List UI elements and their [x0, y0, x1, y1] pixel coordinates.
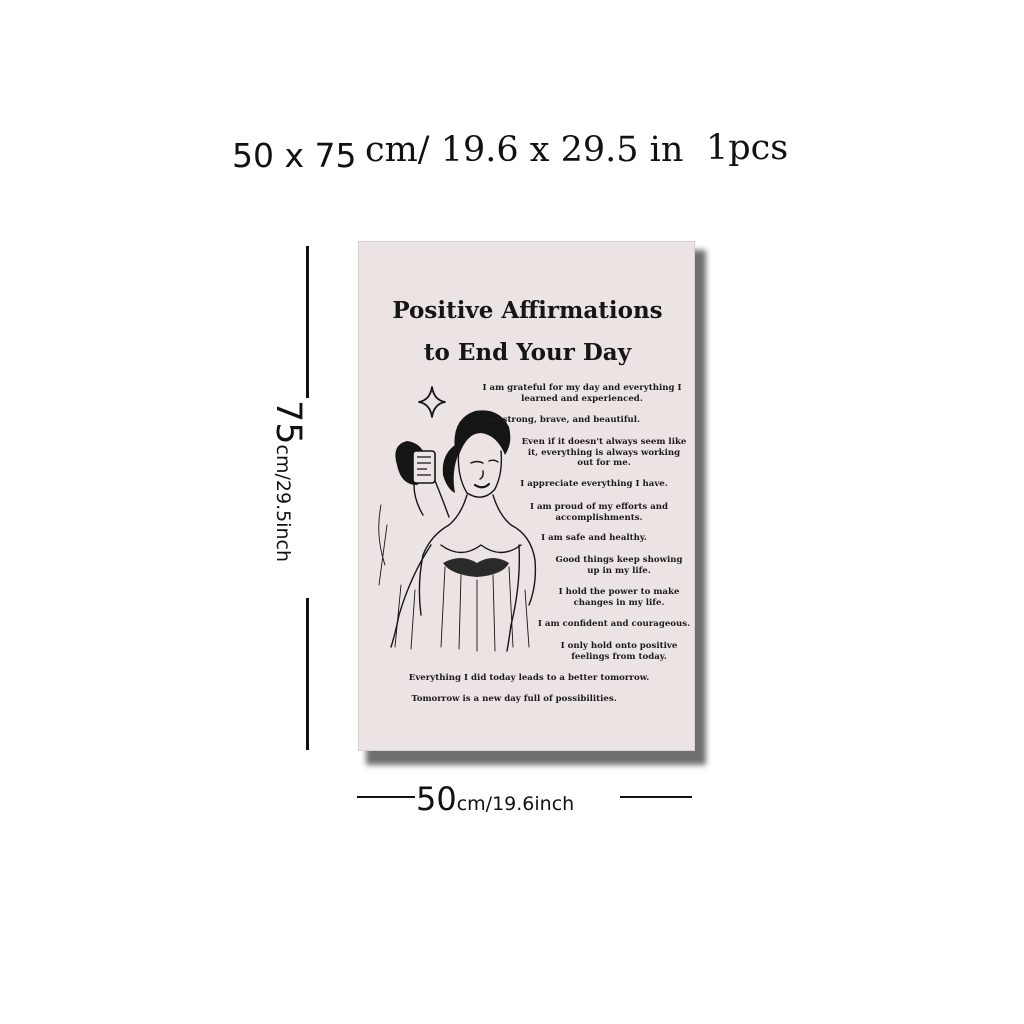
width-unit: cm/19.6inch: [456, 793, 575, 815]
width-value: 50: [416, 780, 457, 818]
poster-title: [359, 290, 696, 374]
sparkle-icon: [419, 387, 445, 417]
affirmation-7: Good things keep showing up in my life.: [555, 555, 683, 576]
poster: [358, 241, 695, 751]
poster-title-line1: Positive Affirmations: [392, 297, 663, 324]
size-headline: [0, 128, 1024, 188]
affirmation-2: I am strong, brave, and beautiful.: [477, 415, 641, 425]
height-dimension-line-top: [306, 246, 309, 398]
headline-pieces: 1pcs: [706, 128, 789, 168]
height-dimension-line-bottom: [306, 598, 309, 750]
affirmation-3: Even if it doesn't always seem like it, everything is always working out for me.: [521, 437, 687, 468]
affirmation-1: I am grateful for my day and everything I learned and experienced.: [482, 383, 682, 404]
affirmation-4: I appreciate everything I have.: [520, 479, 668, 489]
headline-size-cm: 50 x 75: [232, 136, 357, 175]
affirmation-9: I am confident and courageous.: [537, 619, 691, 629]
affirmation-10: I only hold onto positive feelings from today.: [560, 641, 678, 662]
height-unit: cm/29.5inch: [272, 444, 294, 563]
affirmation-5: I am proud of my efforts and accomplishments.: [529, 502, 669, 523]
retro-woman-illustration: [371, 385, 541, 655]
headline-size-rest: cm/ 19.6 x 29.5 in: [365, 130, 684, 170]
height-dimension-label: [268, 400, 326, 596]
width-dimension-line-right: [620, 796, 692, 798]
width-dimension-line-left: [357, 796, 415, 798]
affirmation-11: Everything I did today leads to a better tomorrow.: [408, 673, 650, 683]
poster-title-line2: to End Your Day: [423, 339, 632, 366]
affirmation-12: Tomorrow is a new day full of possibilities.: [411, 694, 617, 704]
width-dimension-label: [416, 780, 574, 818]
height-value: 75: [268, 400, 308, 445]
affirmation-8: I hold the power to make changes in my life.: [558, 587, 680, 608]
affirmation-6: I am safe and healthy.: [541, 533, 647, 543]
